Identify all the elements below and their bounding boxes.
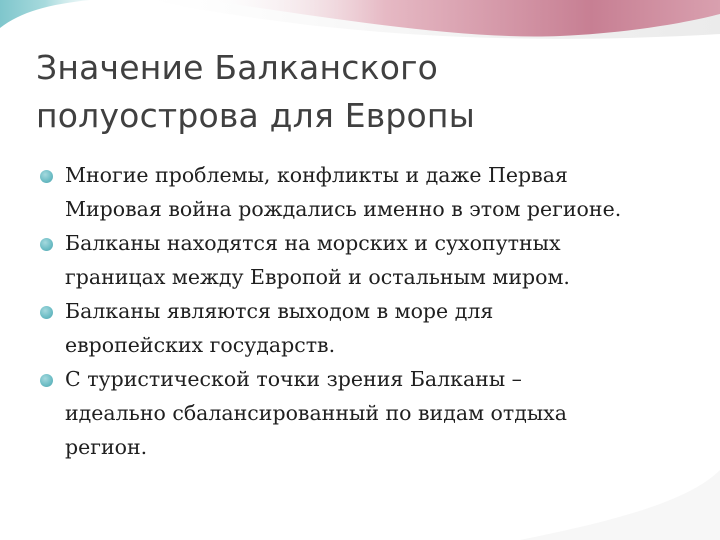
title-line-1: Значение Балканского [36,48,439,87]
title-line-2: полуострова для Европы [36,96,475,135]
bullet-text-line: европейских государств. [65,333,336,357]
bullet-item [40,294,700,362]
bullet-text-line: Многие проблемы, конфликты и даже Первая [65,163,568,187]
bullet-item [40,362,700,464]
bullet-text-line: Балканы являются выходом в море для [65,299,494,323]
bullet-dot-icon [40,306,53,319]
bullet-text-line: регион. [65,435,148,459]
bottom-shade [520,470,720,540]
bullet-dot-icon [40,374,53,387]
pink-wave [205,0,720,36]
bullet-item [40,226,700,294]
soft-wave [150,0,720,39]
bullet-item [40,158,700,226]
bullet-dot-icon [40,238,53,251]
teal-wave [0,0,90,28]
bullet-text-line: С туристической точки зрения Балканы – [65,367,522,391]
bullet-list [40,158,700,464]
bullet-text-line: идеально сбалансированный по видам отдыха [65,401,567,425]
bullet-text-line: границах между Европой и остальным миром. [65,265,570,289]
bullet-dot-icon [40,170,53,183]
bullet-text-line: Мировая война рождались именно в этом регионе. [65,197,622,221]
bullet-text-line: Балканы находятся на морских и сухопутных [65,231,561,255]
slide-title [36,44,656,140]
